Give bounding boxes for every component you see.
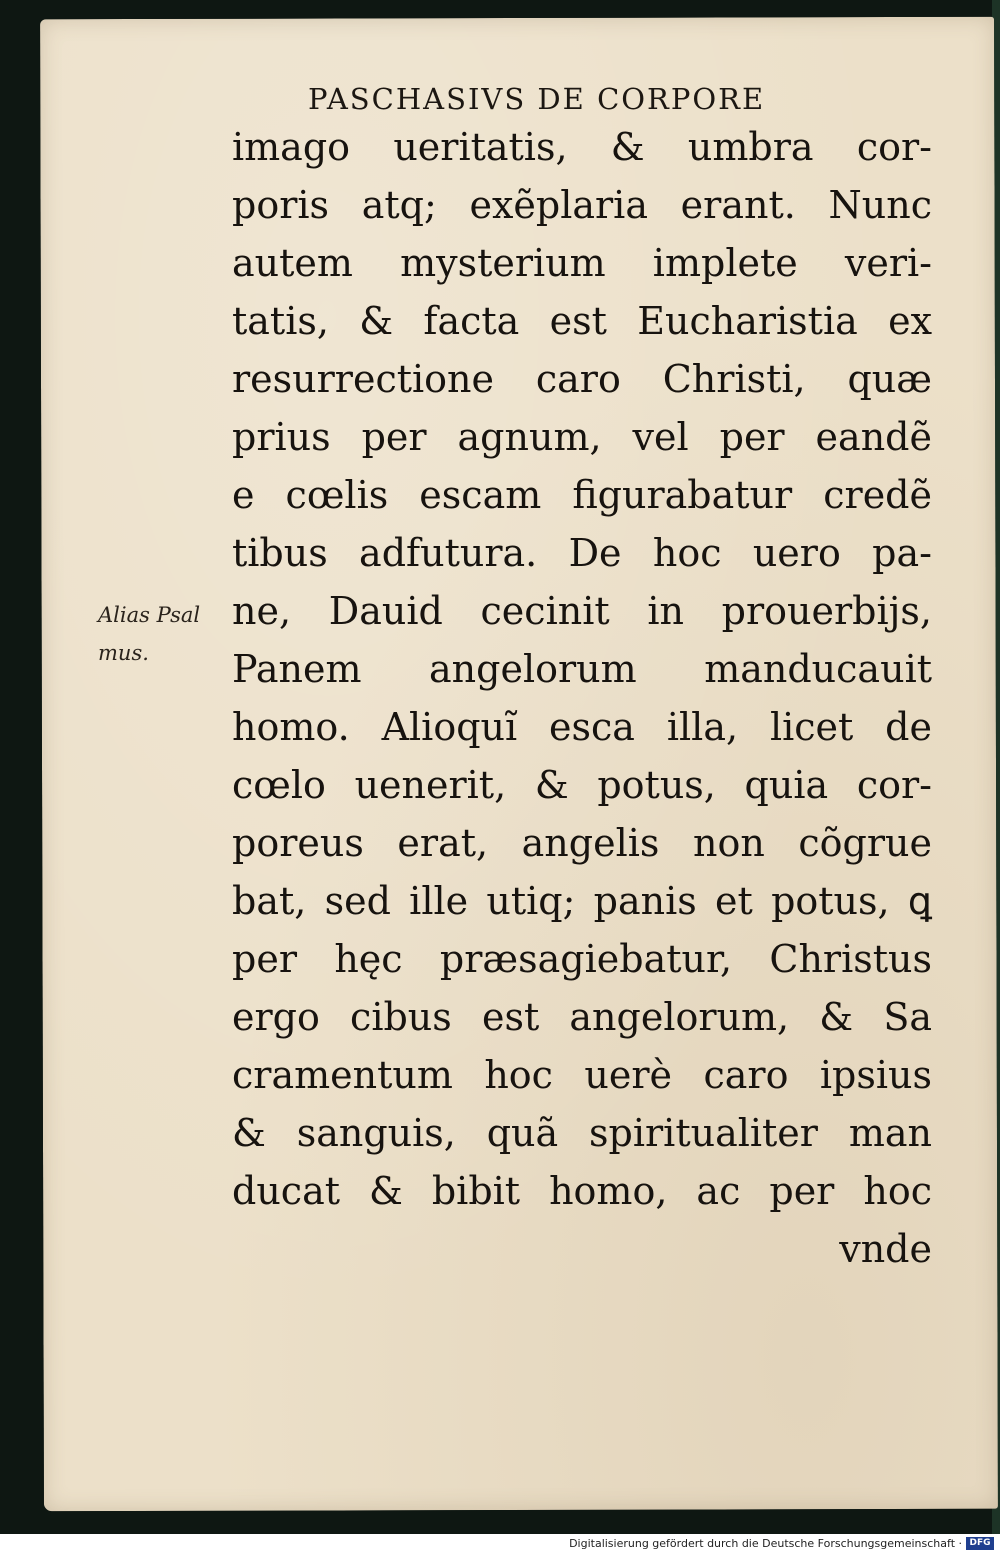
marginal-note <box>98 596 248 672</box>
text-line: Panem angelorum manducauit <box>232 647 932 691</box>
running-head: PASCHASIVS DE CORPORE <box>308 82 766 116</box>
text-line: homo. Alioquĩ esca illa, licet de <box>232 705 932 749</box>
main-text-block <box>232 118 932 1278</box>
text-line: & sanguis, quã spiritualiter man <box>232 1111 932 1155</box>
text-line: per hęc præsagiebatur, Christus <box>232 937 932 981</box>
marginal-note-line: Alias Psal <box>98 603 201 627</box>
text-line: cœlo uenerit, & potus, quia cor- <box>232 763 932 807</box>
catchword: vnde <box>839 1227 932 1271</box>
text-line: ergo cibus est angelorum, & Sa <box>232 995 932 1039</box>
text-line: e cœlis escam figurabatur credẽ <box>232 473 932 517</box>
text-line: cramentum hoc uerè caro ipsius <box>232 1053 932 1097</box>
text-line: tibus adfutura. De hoc uero pa- <box>232 531 932 575</box>
text-line: imago ueritatis, & umbra cor- <box>232 125 932 169</box>
text-line: bat, sed ille utiq; panis et potus, ꝗ <box>232 879 932 923</box>
dfg-logo-icon: DFG <box>966 1537 994 1550</box>
text-line: resurrectione caro Christi, quæ <box>232 357 932 401</box>
text-line: ducat & bibit homo, ac per hoc <box>232 1169 932 1213</box>
text-line: prius per agnum, vel per eandẽ <box>232 415 932 459</box>
text-line: poris atq; exẽplaria erant. Nunc <box>232 183 932 227</box>
footer-bar <box>0 1534 1000 1554</box>
funding-credit: Digitalisierung gefördert durch die Deutsche Forschungsgemeinschaft · <box>569 1537 962 1550</box>
marginal-note-line: mus. <box>98 641 149 665</box>
text-line: ne, Dauid cecinit in prouerbijs, <box>232 589 932 633</box>
text-line: tatis, & facta est Eucharistia ex <box>232 299 932 343</box>
text-line: poreus erat, angelis non cõgrue <box>232 821 932 865</box>
text-line: autem mysterium implete veri- <box>232 241 932 285</box>
